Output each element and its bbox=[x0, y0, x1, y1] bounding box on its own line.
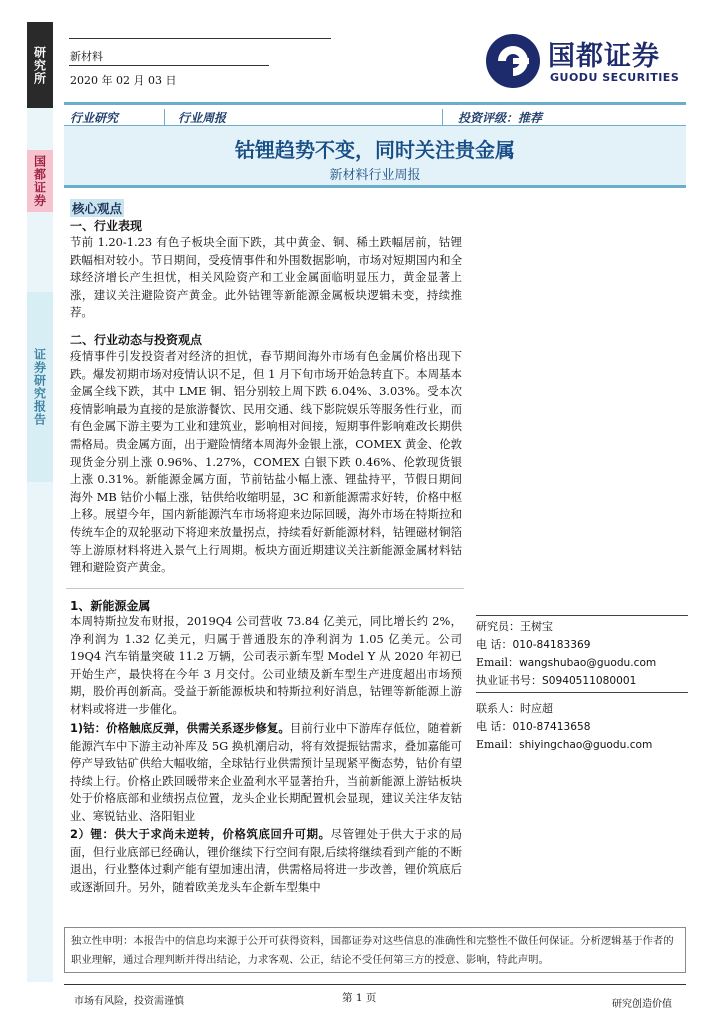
subsection-lithium bbox=[70, 826, 462, 896]
side-band-label-2: 国都证券 bbox=[32, 155, 47, 207]
header-category: 新材料 bbox=[70, 50, 103, 63]
report-subtitle: 新材料行业周报 bbox=[329, 168, 421, 183]
contact-rule bbox=[476, 692, 688, 693]
tag-divider bbox=[442, 109, 443, 125]
tag-weekly-report: 行业周报 bbox=[178, 111, 227, 125]
contact-phone-row bbox=[476, 718, 590, 734]
footer-slogan: 研究创造价值 bbox=[612, 999, 672, 1010]
analyst-row bbox=[476, 618, 553, 634]
subsection-text-new-energy: 本周特斯拉发布财报，2019Q4 公司营收 73.84 亿美元，同比增长约 2%，净利润为 1.32 亿美元，归属于普通股东的净利润为 1.05 亿美元。公司 19Q4 汽车销量突破 11.2 万辆，公司表示新车型 Model Y 从 2020 年初已开始生产，最快将在今年 3 月交付。公司业绩及新车型生产进度超出市场预期，股价再创新高。受益于新能源板块和特斯拉利好消息，钴锂等新能源上游材料或将进一步催化。 bbox=[70, 614, 462, 716]
side-band-label-3: 证券研究报告 bbox=[32, 348, 47, 426]
cobalt-text: 目前行业中下游库存低位，随着新能源汽车中下游主动补库及 5G 换机潮启动，将有效提振钴需求，叠加嘉能可停产导致钴矿供给大幅收缩，全球钴行业供需预计呈现紧平衡态势，钴价有望持续上行。价格止跌回暖带来企业盈利水平显著抬升，当前新能源上游钴板块处于价格底部和业绩拐点位置，龙头企业长期配置机会显现，建议关注华友钴业、寒锐钴业、洛阳钼业 bbox=[70, 721, 462, 823]
contact-phone: 010-87413658 bbox=[512, 721, 591, 733]
title-bar-tags bbox=[64, 102, 686, 126]
email-label: Email： bbox=[476, 656, 520, 669]
side-band-report-type bbox=[27, 292, 53, 482]
phone-label: 电 话： bbox=[476, 720, 513, 733]
side-band-research-institute bbox=[27, 22, 53, 108]
analyst-email-row bbox=[476, 654, 656, 670]
analyst-phone: 010-84183369 bbox=[512, 639, 591, 651]
phone-label: 电 话： bbox=[476, 638, 513, 651]
footer-risk-notice: 市场有风险，投资需谨慎 bbox=[74, 996, 184, 1007]
side-band-label-1: 研究所 bbox=[32, 45, 47, 85]
page-number: 第 1 页 bbox=[342, 992, 377, 1004]
report-date: 2020 年 02 月 03 日 bbox=[70, 74, 177, 87]
contact-rule bbox=[476, 615, 688, 616]
section-divider bbox=[66, 588, 464, 589]
lithium-text: 尽管锂处于供大于求的局面，但行业底部已经确认，锂价继续下行空间有限,后续将继续看到产能的不断退出，行业整体过剩产能有望加速出清，供需格局将进一步改善，锂价筑底后或逐渐回升。另外，随着欧美龙头车企新车型集中 bbox=[70, 827, 462, 894]
logo-name-en: GUODU SECURITIES bbox=[550, 71, 680, 84]
subsection-heading-new-energy: 1、新能源金属 bbox=[70, 599, 151, 613]
section-text-performance: 节前 1.20-1.23 有色子板块全面下跌，其中黄金、铜、稀土跌幅居前，钴锂跌幅相对较小。节日期间，受疫情事件和外围数据影响，市场对短期国内和全球经济增长产生担忧，相关风险资产和工业金属面临明显压力，黄金显著上涨，建议关注避险资产黄金。此外钴锂等新能源金属板块逻辑未变，持续推荐。 bbox=[70, 235, 462, 320]
side-band-brand bbox=[27, 150, 53, 212]
contact-person-name: 时应超 bbox=[520, 702, 553, 715]
side-band-light-1 bbox=[27, 108, 53, 150]
contact-person-row bbox=[476, 700, 553, 716]
cobalt-heading: 1)钴：价格触底反弹，供需关系逐步修复。 bbox=[70, 721, 290, 735]
analyst-phone-row bbox=[476, 636, 590, 652]
logo-mark-icon bbox=[484, 32, 542, 90]
side-band-light-3 bbox=[27, 482, 53, 982]
title-bar bbox=[64, 102, 686, 188]
analyst-label: 研究员： bbox=[476, 620, 520, 633]
footer-rule bbox=[64, 984, 686, 985]
section-heading-performance: 一、行业表现 bbox=[70, 219, 143, 233]
tag-industry-research: 行业研究 bbox=[70, 111, 119, 125]
company-logo bbox=[484, 32, 694, 92]
tag-divider bbox=[164, 109, 165, 125]
header-rule-mid bbox=[69, 65, 269, 66]
license-row bbox=[476, 672, 636, 688]
report-title: 钴锂趋势不变，同时关注贵金属 bbox=[235, 138, 515, 162]
section-text-outlook: 疫情事件引发投资者对经济的担忧，春节期间海外市场有色金属价格出现下跌。爆发初期市场对疫情认识不足，但 1 月下旬市场开始急转直下。本周基本金属全线下跌，其中 LME 铜、铝分别较上周下跌 6.04%、3.03%。受本次疫情影响最为直接的是旅游餐饮、民用交通、线下影院娱乐等服务性行业，而有色金属下游主要为工业和建筑业，影响相对间接，短期事件影响难改长期供需格局。贵金属方面，出于避险情绪本周海外金银上涨，COMEX 黄金、伦敦现货金分别上涨 0.96%、1.27%，COMEX 白银下跌 0.46%、伦敦现货银上涨 0.31%。新能源金属方面，节前钴盐小幅上涨、锂盐持平，节假日期间海外 MB 钴价小幅上涨，钴供给收缩明显，3C 和新能源需求好转，价格中枢上移。展望今年，国内新能源汽车市场将迎来边际回暖，海外市场在特斯拉和传统车企的双轮驱动下将迎来放量拐点，持续看好新能源材料，钴锂磁材铜箔等上游原材料将进入景气上行周期。板块方面近期建议关注新能源金属材料钴锂和避险资产黄金。 bbox=[70, 349, 462, 575]
side-band-light-2 bbox=[27, 212, 53, 292]
email-label: Email： bbox=[476, 738, 520, 751]
contact-email[interactable]: shiyingchao@guodu.com bbox=[519, 739, 653, 751]
contact-person-label: 联系人： bbox=[476, 702, 520, 715]
contact-email-row bbox=[476, 736, 652, 752]
investment-rating: 投资评级：推荐 bbox=[458, 111, 543, 125]
license-number: S0940511080001 bbox=[542, 675, 637, 687]
analyst-name: 王树宝 bbox=[520, 620, 553, 633]
lithium-heading: 2）锂：供大于求尚未逆转，价格筑底回升可期。 bbox=[70, 827, 331, 841]
side-band bbox=[27, 22, 53, 982]
license-label: 执业证书号： bbox=[476, 674, 542, 687]
title-block bbox=[64, 126, 686, 188]
independence-disclaimer: 独立性申明：本报告中的信息均来源于公开可获得资料，国都证券对这些信息的准确性和完整性不做任何保证。分析逻辑基于作者的职业理解，通过合理判断并得出结论，力求客观、公正，结论不受任何第三方的授意、影响，特此声明。 bbox=[64, 927, 686, 973]
analyst-email[interactable]: wangshubao@guodu.com bbox=[519, 657, 657, 669]
section-heading-outlook: 二、行业动态与投资观点 bbox=[70, 333, 203, 347]
core-view-label: 核心观点 bbox=[72, 201, 123, 216]
subsection-cobalt bbox=[70, 720, 462, 826]
header-rule-top bbox=[69, 38, 331, 39]
logo-name-cn: 国都证券 bbox=[548, 41, 660, 72]
